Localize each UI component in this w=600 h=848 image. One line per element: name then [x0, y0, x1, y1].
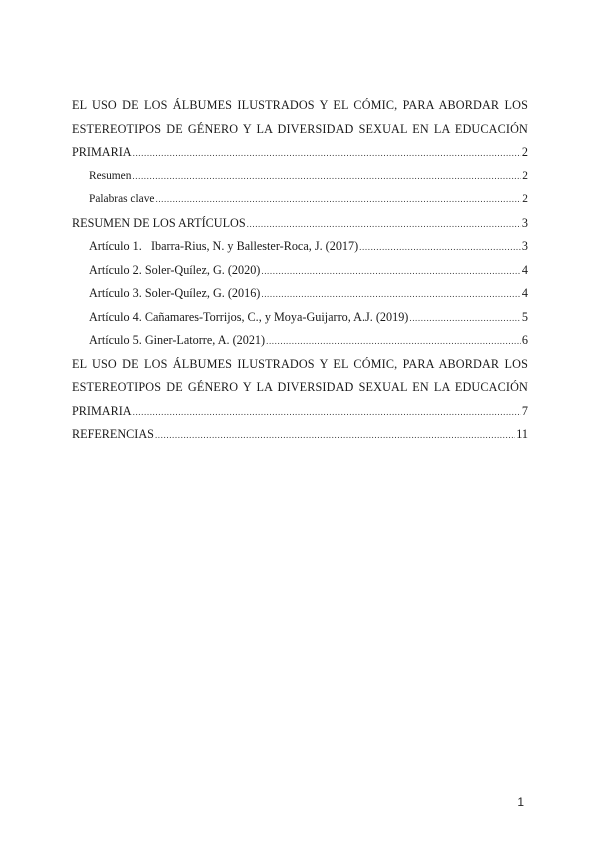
toc-entry-label: Artículo 2. Soler-Quílez, G. (2020) [89, 262, 261, 277]
toc-leader-dots [133, 149, 521, 158]
toc-leader-dots [266, 337, 521, 346]
toc-page-number: 2 [522, 193, 528, 205]
toc-entry-title-line: EL USO DE LOS ÁLBUMES ILUSTRADOS Y EL CÓMIC, PARA ABORDAR LOS [72, 356, 528, 371]
toc-leader-dots [155, 195, 521, 204]
toc-entry-label: REFERENCIAS [72, 427, 154, 441]
toc-entry-label: Artículo 1. Ibarra-Rius, N. y Ballester-Roca, J. (2017) [89, 239, 359, 253]
toc-leader-dots [247, 220, 521, 229]
toc-entry-label: Artículo 5. Giner-Latorre, A. (2021) [89, 333, 266, 347]
toc-entry-title-line: ESTEREOTIPOS DE GÉNERO Y LA DIVERSIDAD SEXUAL EN LA EDUCACIÓN [72, 380, 528, 394]
toc-entry-articulo-3[interactable] [72, 282, 528, 306]
toc-entry-label: Resumen [89, 169, 132, 182]
toc-entry-title-line: EL USO DE LOS ÁLBUMES ILUSTRADOS Y EL CÓMIC, PARA ABORDAR LOS [72, 98, 528, 112]
toc-entry-title-last: PRIMARIA [72, 403, 132, 418]
toc-page-number: 11 [516, 427, 528, 441]
toc-entry-articulo-4[interactable] [72, 306, 528, 330]
toc-entry-label: RESUMEN DE LOS ARTÍCULOS [72, 215, 246, 230]
toc-page-number: 7 [521, 403, 528, 418]
toc-page-number: 2 [521, 145, 528, 159]
toc-entry-main-title[interactable] [72, 94, 528, 165]
toc-entry-referencias[interactable] [72, 423, 528, 447]
toc-leader-dots [133, 408, 521, 417]
toc-page-number: 4 [521, 286, 528, 300]
toc-entry-title-last: PRIMARIA [72, 145, 132, 159]
toc-leader-dots [409, 314, 521, 323]
toc-entry-articulo-1[interactable] [72, 235, 528, 259]
toc-leader-dots [155, 431, 515, 440]
toc-entry-resumen[interactable] [72, 165, 528, 189]
toc-entry-resumen-articulos[interactable] [72, 212, 528, 236]
toc-leader-dots [261, 290, 521, 299]
toc-page-number: 6 [521, 333, 528, 347]
toc-page-number: 2 [522, 169, 528, 182]
toc-entry-title-line: ESTEREOTIPOS DE GÉNERO Y LA DIVERSIDAD SEXUAL EN LA EDUCACIÓN [72, 121, 528, 136]
toc-page-number: 3 [521, 239, 528, 253]
toc-entry-articulo-2[interactable] [72, 259, 528, 283]
toc-entry-label: Artículo 4. Cañamares-Torrijos, C., y Moya-Guijarro, A.J. (2019) [89, 309, 409, 324]
table-of-contents [72, 94, 528, 447]
toc-page-number: 3 [521, 215, 528, 230]
toc-leader-dots [359, 243, 521, 252]
toc-page-number: 5 [521, 309, 528, 324]
toc-entry-main-title-repeat[interactable] [72, 353, 528, 424]
toc-entry-articulo-5[interactable] [72, 329, 528, 353]
page-number: 1 [517, 795, 524, 809]
toc-leader-dots [132, 172, 521, 181]
toc-entry-label: Artículo 3. Soler-Quílez, G. (2016) [89, 286, 261, 300]
toc-entry-palabras-clave[interactable] [72, 188, 528, 212]
toc-entry-label: Palabras clave [89, 193, 155, 205]
toc-leader-dots [261, 267, 521, 276]
toc-page-number: 4 [521, 262, 528, 277]
